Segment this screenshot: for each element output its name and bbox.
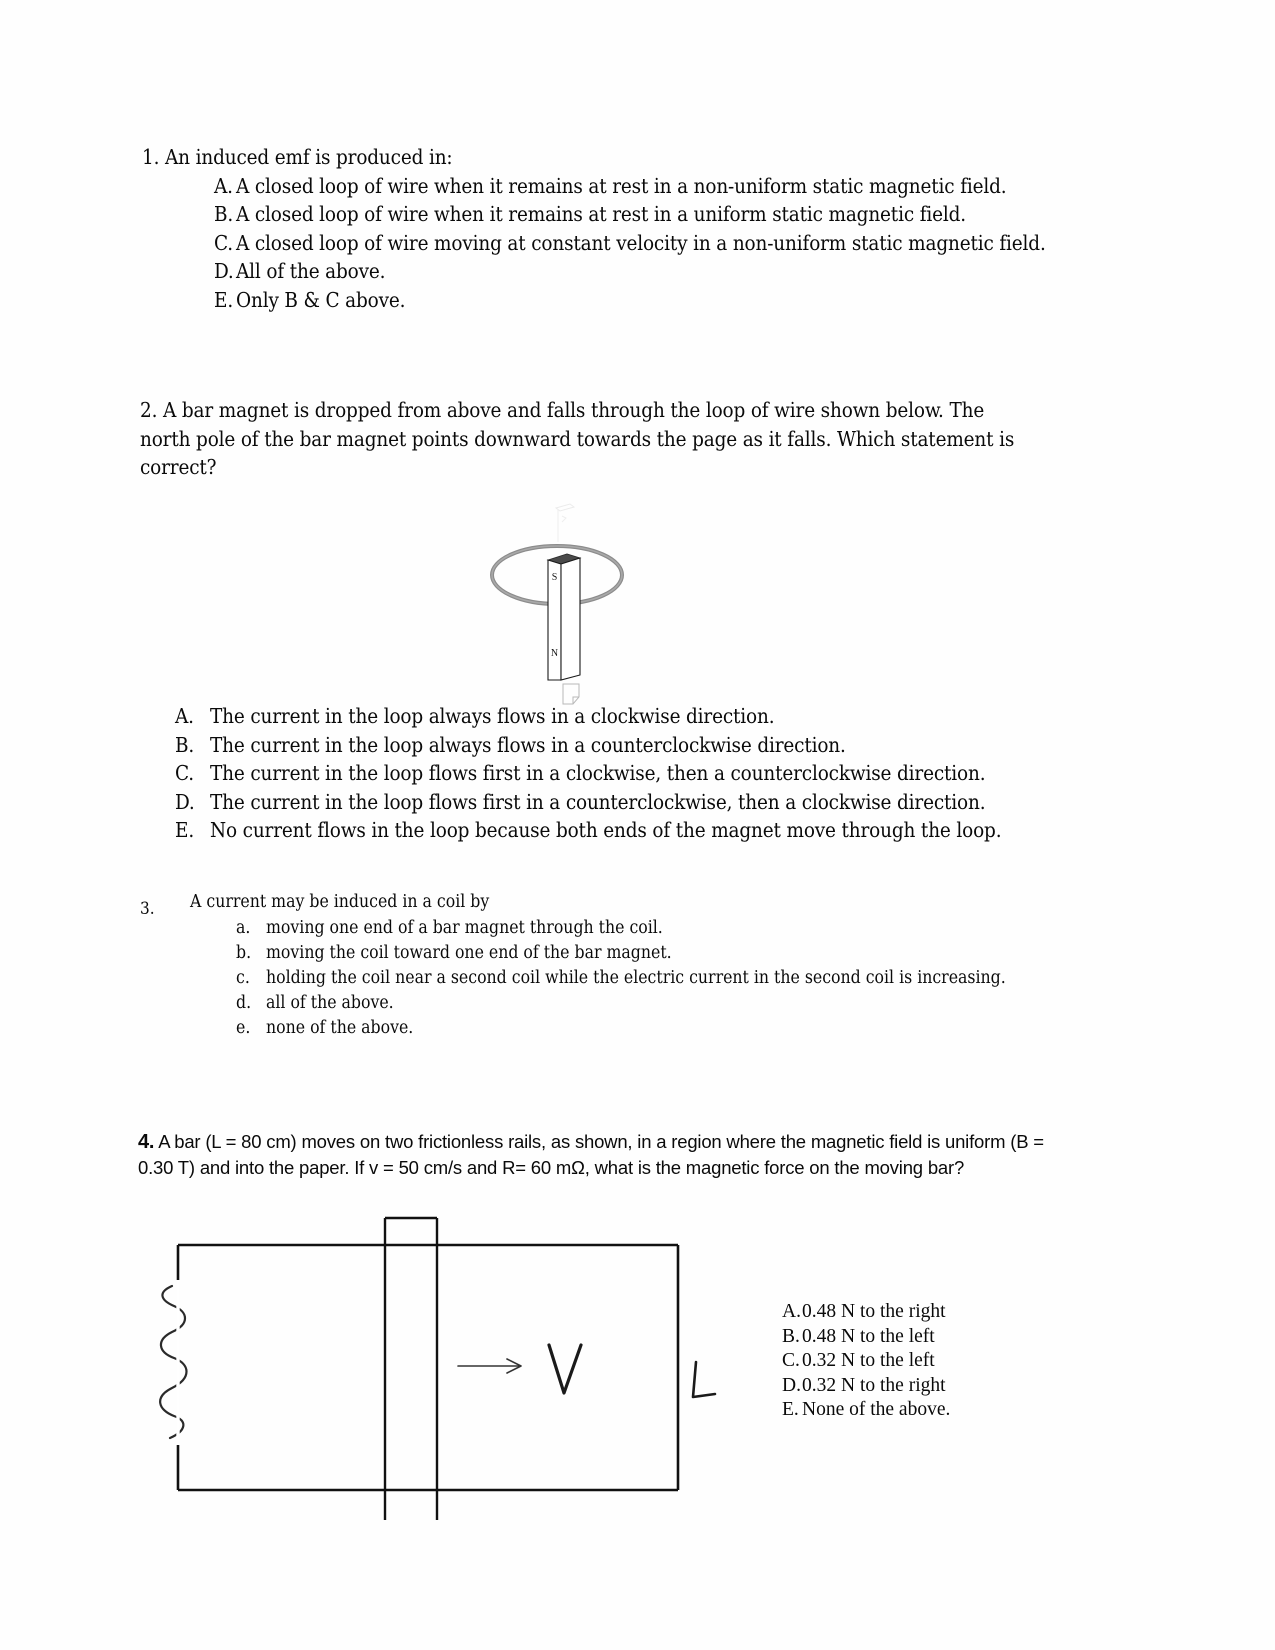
option-c-letter: c. xyxy=(236,968,250,988)
option-a-letter: a. xyxy=(236,918,251,938)
question-3-stem: A current may be induced in a coil by xyxy=(190,892,490,912)
circuit-svg xyxy=(140,1200,720,1520)
option-c-letter: C. xyxy=(214,230,233,255)
option-d-text: 0.32 N to the right xyxy=(802,1374,946,1396)
option-b[interactable] xyxy=(214,200,1079,229)
question-4-options xyxy=(782,1300,1042,1423)
magnet-side-face xyxy=(561,558,580,680)
option-c-text: A closed loop of wire moving at constant velocity in a non-uniform static magnetic field. xyxy=(236,230,1046,255)
option-d[interactable] xyxy=(214,257,1079,286)
question-3-body xyxy=(190,890,1060,1041)
option-d-letter: D. xyxy=(175,789,195,814)
option-a-letter: A. xyxy=(782,1301,801,1322)
option-b[interactable] xyxy=(175,731,1080,760)
option-a-letter: A. xyxy=(175,704,194,728)
scan-artifact-ghost xyxy=(556,504,574,542)
option-a[interactable] xyxy=(214,172,1079,201)
option-a-letter: A. xyxy=(214,173,233,198)
option-d[interactable] xyxy=(236,991,1060,1016)
length-label-glyph xyxy=(693,1362,715,1397)
question-3 xyxy=(140,890,1060,1041)
option-e-text: none of the above. xyxy=(266,1018,414,1038)
option-a[interactable] xyxy=(236,916,1060,941)
option-b-letter: B. xyxy=(214,202,234,226)
option-c[interactable] xyxy=(236,966,1060,991)
option-e[interactable] xyxy=(214,286,1079,315)
question-3-options xyxy=(236,916,1060,1041)
velocity-label-glyph xyxy=(549,1345,581,1393)
option-b[interactable] xyxy=(782,1325,1042,1350)
option-b-text: The current in the loop always flows in a counterclockwise direction. xyxy=(210,732,846,757)
option-e[interactable] xyxy=(175,816,1080,845)
option-b-text: moving the coil toward one end of the bar magnet. xyxy=(266,943,672,963)
option-e[interactable] xyxy=(782,1398,1042,1423)
option-a-text: A closed loop of wire when it remains at rest in a non-uniform static magnetic field. xyxy=(236,173,1007,198)
rails-and-moving-bar-circuit-figure xyxy=(140,1200,720,1520)
option-e-text: No current flows in the loop because both ends of the magnet move through the loop. xyxy=(210,818,1002,842)
option-a-text: moving one end of a bar magnet through the coil. xyxy=(266,918,663,938)
option-d-text: All of the above. xyxy=(236,259,386,283)
option-b-letter: B. xyxy=(175,732,195,757)
option-c-text: The current in the loop flows first in a clockwise, then a counterclockwise direction. xyxy=(210,761,986,785)
option-c[interactable] xyxy=(175,759,1080,788)
option-d[interactable] xyxy=(782,1374,1042,1399)
option-d[interactable] xyxy=(175,788,1080,817)
option-e-letter: E. xyxy=(175,818,195,842)
question-4-stem-line xyxy=(138,1129,1083,1181)
option-b-text: 0.48 N to the left xyxy=(802,1325,935,1347)
north-pole-label: N xyxy=(550,648,559,659)
question-1-options xyxy=(214,172,1079,315)
question-1-stem: 1. An induced emf is produced in: xyxy=(142,145,453,169)
magnet-loop-svg xyxy=(470,470,650,685)
option-a-text: 0.48 N to the right xyxy=(802,1301,946,1322)
option-a-text: The current in the loop always flows in a clockwise direction. xyxy=(210,704,775,728)
option-e-text: None of the above. xyxy=(802,1399,951,1420)
question-3-row xyxy=(140,890,1060,1041)
option-e-text: Only B & C above. xyxy=(236,287,406,312)
option-b-letter: B. xyxy=(782,1325,800,1347)
option-b-text: A closed loop of wire when it remains at rest in a uniform static magnetic field. xyxy=(236,202,966,226)
question-3-number: 3. xyxy=(140,899,155,919)
option-e[interactable] xyxy=(236,1016,1060,1041)
option-c[interactable] xyxy=(214,229,1079,258)
question-2 xyxy=(140,396,1040,482)
option-a[interactable] xyxy=(175,702,1080,731)
question-4-stem: A bar (L = 80 cm) moves on two frictionless rails, as shown, in a region where the magnetic field is uniform (B = 0.30 T) and into the paper. If v = 50 cm/s and R= 60 mΩ, what is the magnetic force on the moving bar? xyxy=(138,1131,1044,1178)
option-c-text: holding the coil near a second coil while the electric current in the second coil is increasing. xyxy=(266,968,1006,988)
length-label xyxy=(702,1399,703,1400)
option-d-letter: d. xyxy=(236,993,252,1013)
option-b-letter: b. xyxy=(236,943,252,963)
option-a[interactable] xyxy=(782,1300,1042,1325)
south-pole-label: S xyxy=(551,572,558,583)
option-e-letter: E. xyxy=(214,287,234,312)
option-e-letter: E. xyxy=(782,1399,799,1420)
resistor-symbol xyxy=(160,1286,186,1438)
option-c-letter: C. xyxy=(175,761,194,785)
option-d-text: all of the above. xyxy=(266,993,394,1013)
option-c[interactable] xyxy=(782,1349,1042,1374)
question-2-stem: 2. A bar magnet is dropped from above and falls through the loop of wire shown below. The north pole of the bar magnet points downward towards the page as it falls. Which statement is correct? xyxy=(140,398,1015,479)
option-d-text: The current in the loop flows first in a counterclockwise, then a clockwise direction. xyxy=(210,789,986,814)
option-d-letter: D. xyxy=(214,259,234,283)
question-1 xyxy=(142,143,1077,314)
question-2-options xyxy=(175,702,1080,845)
question-4 xyxy=(138,1129,1083,1181)
bar-magnet-through-loop-figure xyxy=(470,470,650,685)
question-4-number: 4. xyxy=(138,1131,155,1153)
option-c-text: 0.32 N to the left xyxy=(802,1350,935,1371)
option-e-letter: e. xyxy=(236,1018,251,1038)
option-d-letter: D. xyxy=(782,1374,801,1396)
option-b[interactable] xyxy=(236,941,1060,966)
option-c-letter: C. xyxy=(782,1350,800,1371)
